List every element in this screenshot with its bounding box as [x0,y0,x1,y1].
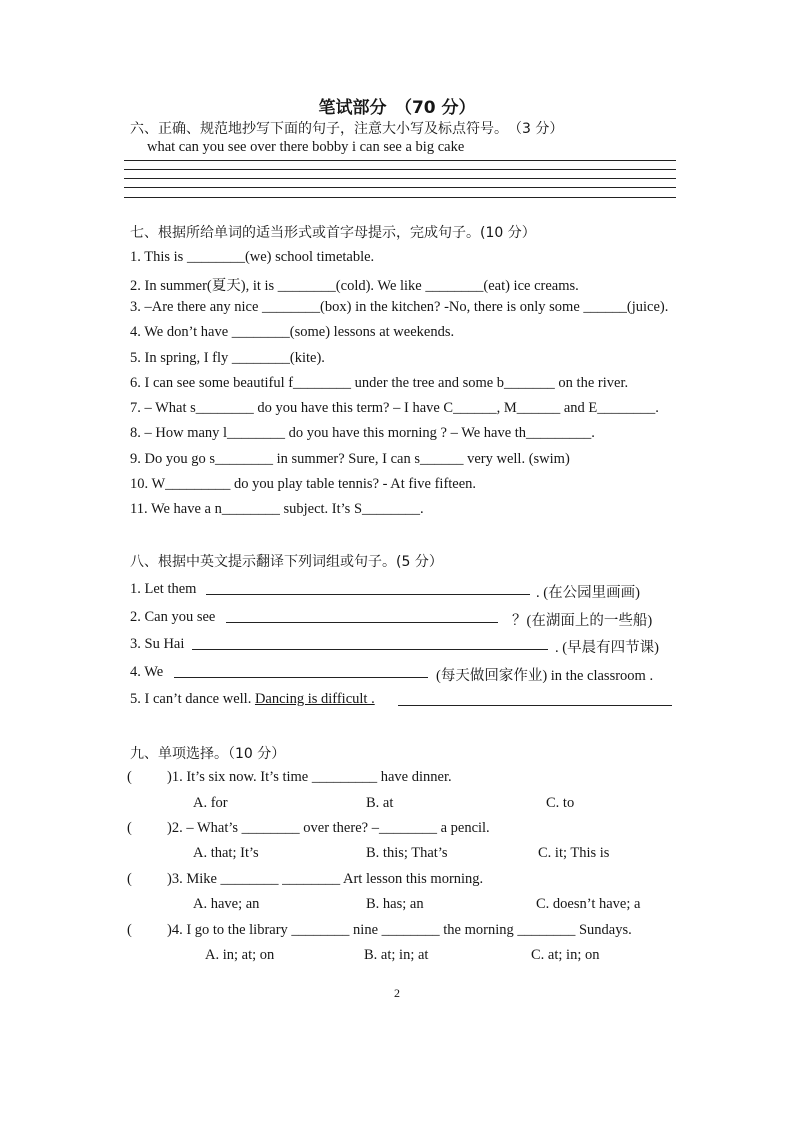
writing-line-2 [124,169,676,170]
q4-option-b: B. at; in; at [364,947,429,963]
section-6-heading: 六、正确、规范地抄写下面的句子，注意大小写及标点符号。 （3 分） [130,121,564,137]
fill-item-4: 4. We don’t have ________(some) lessons at weekends. [130,324,455,340]
fill-item-1: 1. This is ________(we) school timetable. [130,249,375,265]
answer-line-1 [206,594,530,595]
answer-line-3 [192,649,548,650]
q1-stem: )1. It’s six now. It’s time _________ have dinner. [167,769,452,785]
q3-option-c: C. doesn’t have; a [536,896,641,912]
q1-option-a: A. for [193,795,228,811]
writing-line-3 [124,178,676,179]
q2-option-b: B. this; That’s [366,845,448,861]
section-7-heading: 七、根据所给单词的适当形式或首字母提示，完成句子。(10 分） [130,225,536,241]
translate-5-underlined: Dancing is difficult . [254,691,375,707]
q2-option-a: A. that; It’s [193,845,259,861]
page-number: 2 [394,986,400,1000]
q3-stem: )3. Mike ________ ________ Art lesson this morning. [167,871,484,887]
writing-line-1 [124,160,676,161]
translate-3-hint: . (早晨有四节课) [555,640,659,656]
q1-option-b: B. at [366,795,394,811]
q4-option-c: C. at; in; on [531,947,600,963]
fill-item-5: 5. In spring, I fly ________(kite). [130,350,325,366]
writing-line-4 [124,187,676,188]
translate-4-prefix: 4. We [130,664,164,680]
q3-option-b: B. has; an [366,896,424,912]
fill-item-9: 9. Do you go s________ in summer? Sure, I can s______ very well. (swim) [130,451,570,467]
q2-stem: )2. – What’s ________ over there? –________ a pencil. [167,820,490,836]
writing-line-5 [124,197,676,198]
translate-2-prefix: 2. Can you see [130,609,216,625]
fill-item-10: 10. W_________ do you play table tennis? - At five fifteen. [130,476,477,492]
translate-1-prefix: 1. Let them [130,581,197,597]
translate-4-hint: (每天做回家作业) in the classroom . [436,668,654,684]
answer-line-2 [226,622,498,623]
q4-paren: ( [127,922,132,938]
q2-option-c: C. it; This is [538,845,610,861]
copy-sentence: what can you see over there bobby i can see a big cake [147,139,465,155]
q2-paren: ( [127,820,132,836]
q1-paren: ( [127,769,132,785]
fill-item-2: 2. In summer(夏天), it is ________(cold). We like ________(eat) ice creams. [130,278,579,294]
q3-option-a: A. have; an [193,896,260,912]
q4-option-a: A. in; at; on [205,947,275,963]
q4-stem: )4. I go to the library ________ nine ________ the morning ________ Sundays. [167,922,632,938]
answer-line-4 [174,677,428,678]
fill-item-7: 7. – What s________ do you have this term? – I have C______, M______ and E________. [130,400,659,416]
section-8-heading: 八、根据中英文提示翻译下列词组或句子。(5 分） [130,554,443,570]
translate-5-sentence [130,691,375,708]
translate-5-prefix: 5. I can’t dance well. [130,691,252,707]
fill-item-3: 3. –Are there any nice ________(box) in the kitchen? -No, there is only some ______(juice). [130,299,669,315]
section-9-heading: 九、单项选择。（10 分） [130,746,286,762]
q3-paren: ( [127,871,132,887]
translate-3-prefix: 3. Su Hai [130,636,185,652]
fill-item-8: 8. – How many l________ do you have this morning ? – We have th_________. [130,425,595,441]
fill-item-11: 11. We have a n________ subject. It’s S________. [130,501,424,517]
section-title: 笔试部分 （70 分） [318,98,476,118]
fill-item-6: 6. I can see some beautiful f________ under the tree and some b_______ on the river. [130,375,629,391]
answer-line-5 [398,705,672,706]
translate-1-hint: . (在公园里画画) [536,585,640,601]
translate-2-hint: ？(在湖面上的一些船) [512,613,653,629]
q1-option-c: C. to [546,795,575,811]
